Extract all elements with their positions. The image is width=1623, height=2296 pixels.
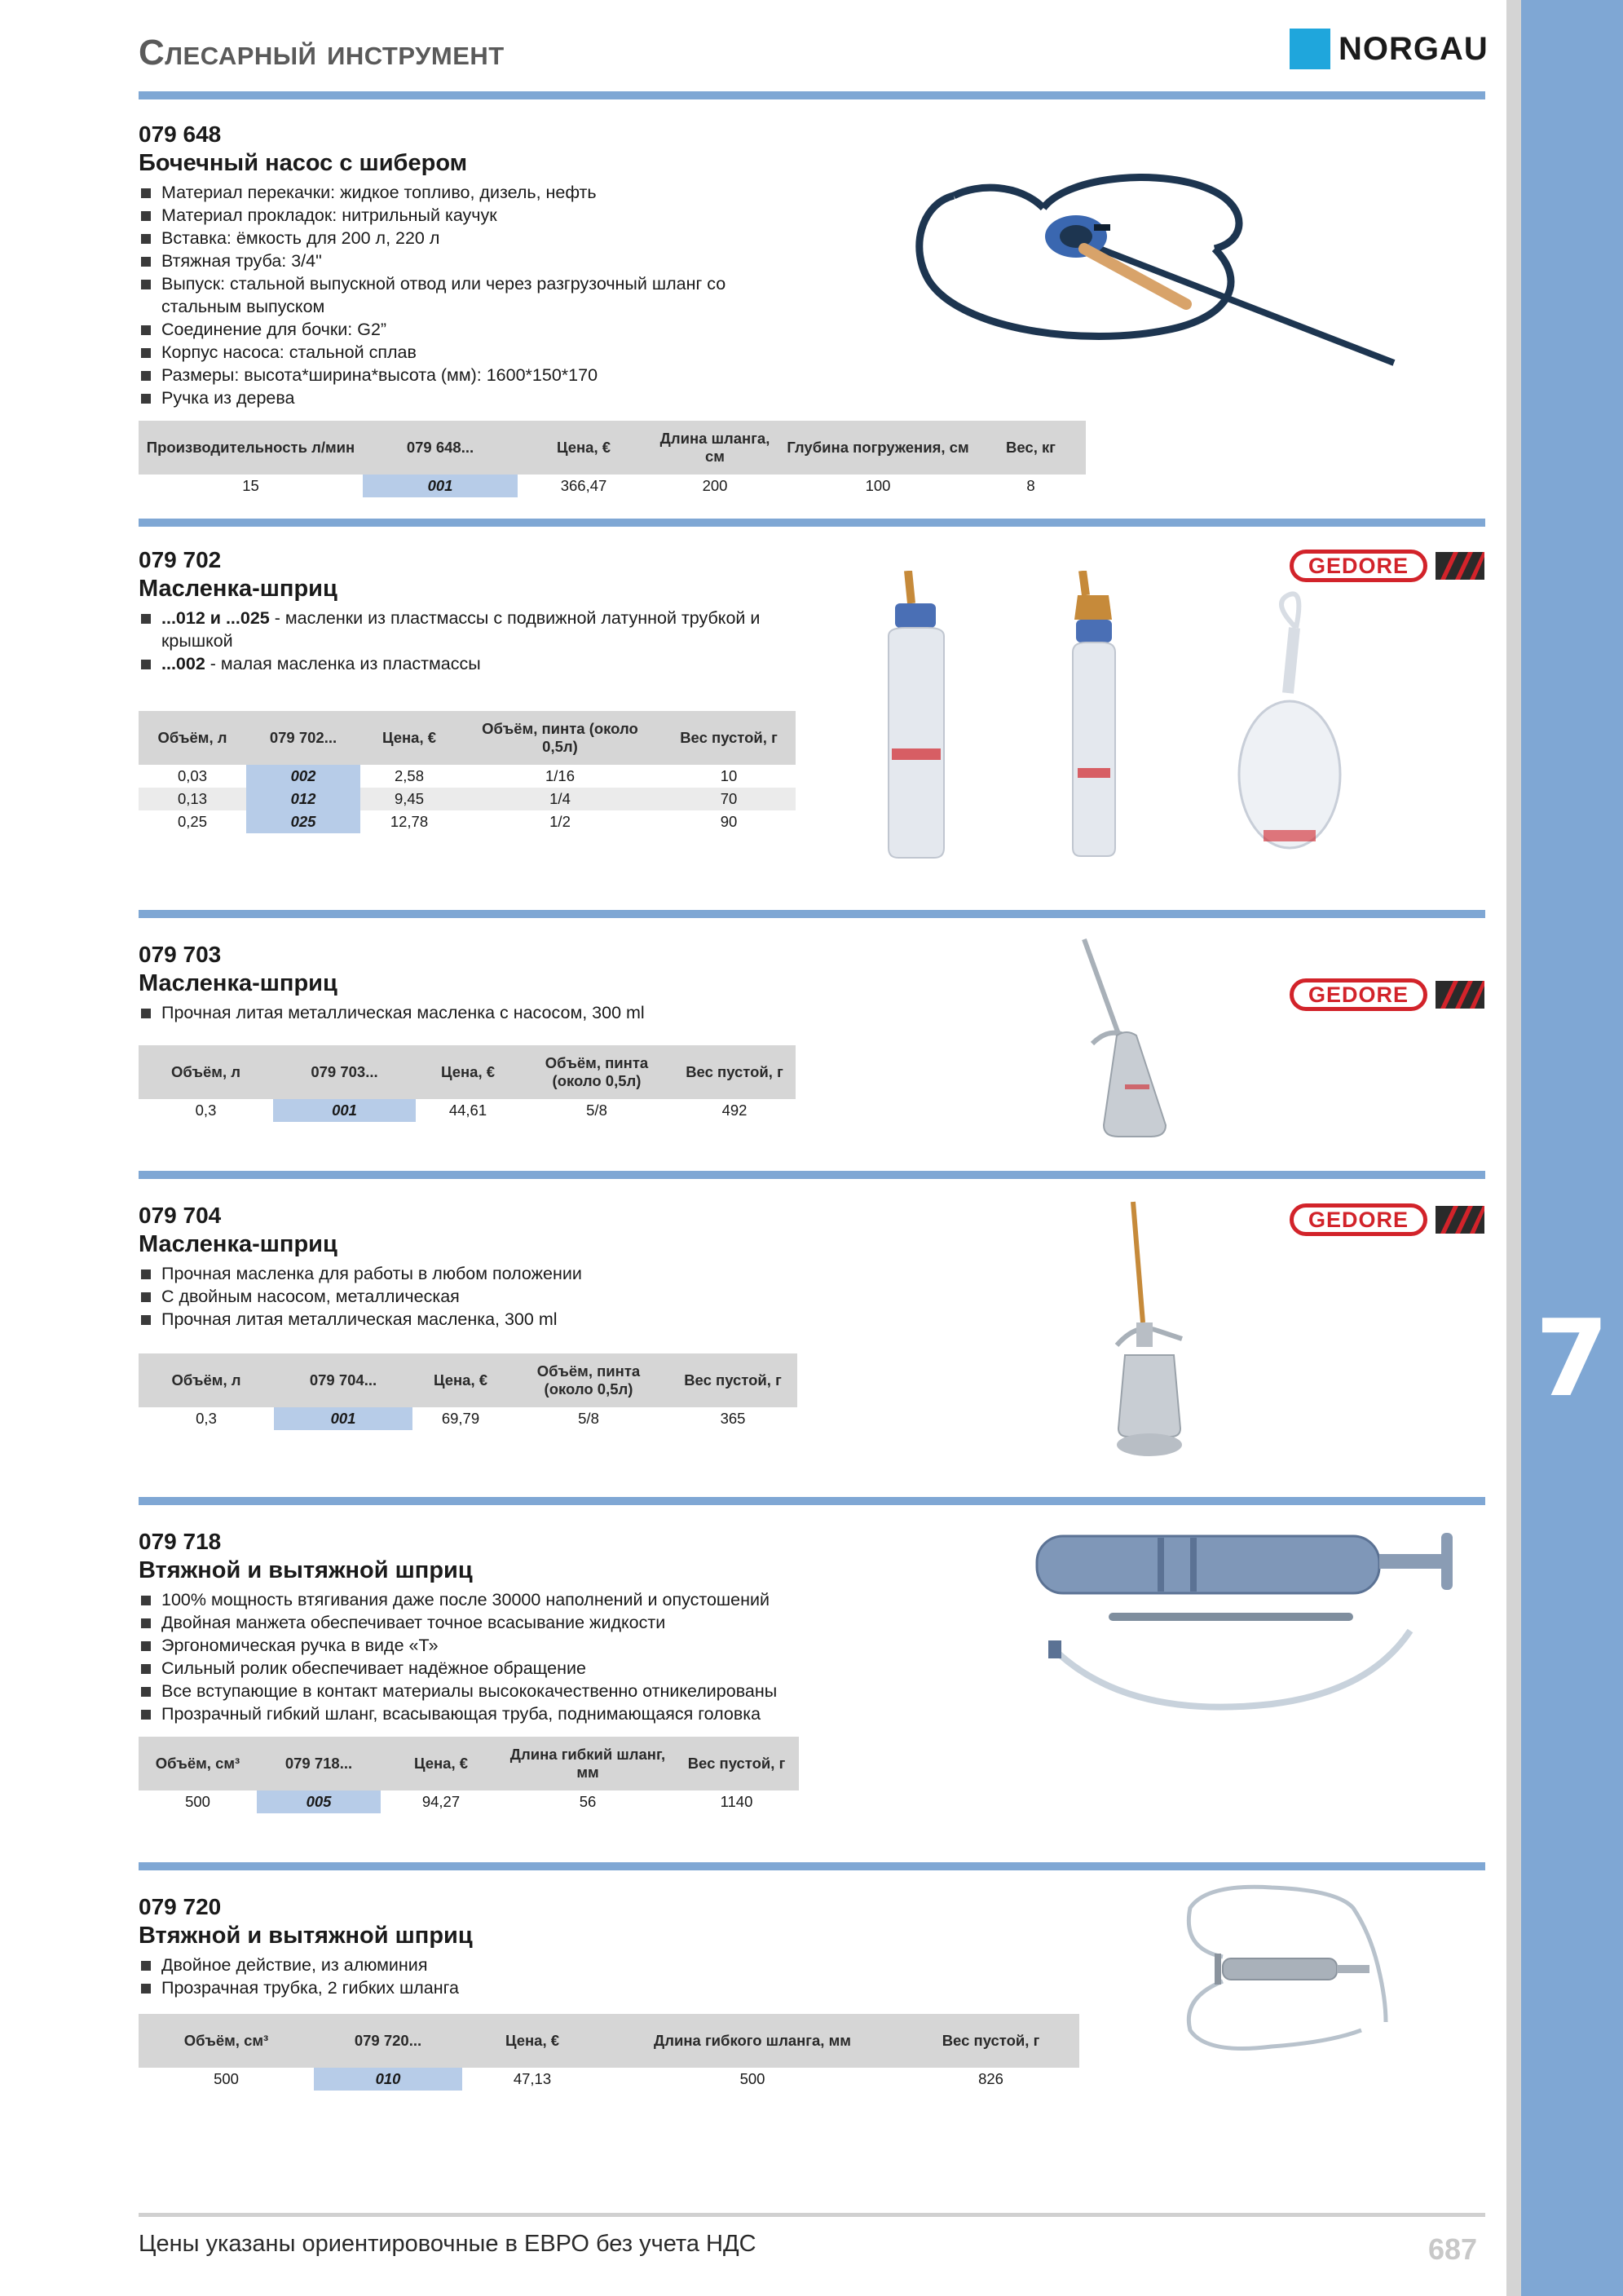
price-cell: 47,13 (513, 2070, 552, 2087)
article-code-cell[interactable]: 025 (246, 810, 360, 833)
section-rule (139, 1862, 1485, 1870)
col-header: Вес пустой, г (673, 1045, 796, 1099)
table-header-row (139, 1353, 797, 1407)
feature-item (139, 652, 791, 675)
table-cell: 826 (978, 2070, 1003, 2087)
product-code: 079 702 (139, 547, 222, 572)
col-header: Объём, л (139, 711, 246, 765)
product-name: Втяжной и вытяжной шприц (139, 1923, 473, 1949)
section-rule (139, 910, 1485, 918)
gedore-logo-text: GEDORE (1290, 978, 1427, 1011)
feature-item-bold: ...002 (161, 654, 205, 673)
feature-item: Эргономическая ручка в виде «Т» (139, 1634, 840, 1657)
table-cell: 0,13 (139, 788, 246, 810)
table-cell: 15 (242, 477, 259, 494)
col-header: Объём, см³ (139, 1737, 257, 1790)
brand-name: NORGAU (1339, 30, 1488, 67)
col-header: 079 720... (314, 2014, 462, 2068)
table-cell: 500 (739, 2070, 765, 2087)
table-row (139, 1790, 799, 1813)
price-cell: 9,45 (360, 788, 458, 810)
article-code-cell[interactable]: 001 (363, 475, 518, 497)
col-header: Глубина погружения, см (780, 421, 976, 475)
feature-item: Прочная масленка для работы в любом положении (139, 1262, 791, 1285)
footer-note: Цены указаны ориентировочные в ЕВРО без учета НДС (139, 2231, 756, 2257)
table-cell: 0,3 (196, 1410, 217, 1427)
product-section-079702 (139, 546, 807, 675)
col-header: 079 704... (274, 1353, 412, 1407)
syringe-720-image (1174, 1875, 1418, 2063)
feature-item (139, 607, 791, 652)
table-cell: 492 (721, 1102, 748, 1119)
table-cell: 90 (720, 813, 738, 830)
feature-item: Выпуск: стальной выпускной отвод или через разгрузочный шланг со стальным выпуском (139, 272, 791, 318)
product-section-079703 (139, 941, 791, 1024)
product-code: 079 703 (139, 942, 222, 967)
table-row (139, 475, 1086, 497)
feature-item-text: - масленки из пластмассы с подвижной латунной трубкой и крышкой (161, 608, 761, 651)
price-cell: 94,27 (421, 1793, 461, 1810)
table-cell: 5/8 (578, 1410, 599, 1427)
chapter-number: 7 (1535, 1296, 1609, 1420)
col-header: Объём, пинта (около 0,5л) (509, 1353, 668, 1407)
col-header: Цена, € (381, 1737, 501, 1790)
price-cell: 69,79 (441, 1410, 480, 1427)
article-code-cell[interactable]: 005 (257, 1790, 381, 1813)
col-header: Вес, кг (976, 421, 1086, 475)
section-rule (139, 519, 1485, 527)
feature-list (139, 181, 791, 409)
table-row (139, 2068, 1079, 2091)
spec-table-079718 (139, 1737, 799, 1813)
section-rule (139, 1171, 1485, 1179)
gedore-logo-text: GEDORE (1290, 550, 1427, 582)
col-header: Производительность л/мин (139, 421, 363, 475)
col-header: Объём, л (139, 1353, 274, 1407)
table-header-row (139, 2014, 1079, 2068)
col-header: Длина гибкого шланга, мм (602, 2014, 902, 2068)
col-header: Цена, € (412, 1353, 509, 1407)
table-row (139, 765, 796, 788)
table-cell: 0,03 (177, 767, 207, 784)
spec-table-079720 (139, 2014, 1079, 2091)
table-cell: 0,3 (195, 1102, 217, 1119)
header-rule (139, 91, 1485, 99)
article-code-cell[interactable]: 001 (273, 1099, 416, 1122)
gedore-logo (1290, 978, 1484, 1011)
feature-item: Материал прокладок: нитрильный каучук (139, 204, 791, 227)
feature-item: С двойным насосом, металлическая (139, 1285, 791, 1308)
spec-table-079703 (139, 1045, 796, 1122)
metal-oiler-703-image (1076, 938, 1190, 1141)
feature-item: Вставка: ёмкость для 200 л, 220 л (139, 227, 791, 249)
col-header: Цена, € (416, 1045, 520, 1099)
feature-item-bold: ...012 и ...025 (161, 608, 270, 628)
feature-item: Сильный ролик обеспечивает надёжное обращение (139, 1657, 840, 1680)
col-header: Объём, см³ (139, 2014, 314, 2068)
product-code: 079 648 (139, 121, 222, 147)
product-section-079720 (139, 1893, 791, 1999)
price-cell: 366,47 (560, 477, 607, 494)
feature-item-text: - малая масленка из пластмассы (205, 654, 481, 673)
price-cell: 12,78 (390, 813, 429, 830)
table-cell: 1/4 (458, 788, 662, 810)
table-cell: 500 (214, 2070, 239, 2087)
table-header-row (139, 1737, 799, 1790)
page-number: 687 (1428, 2232, 1478, 2266)
article-code-cell[interactable]: 001 (274, 1407, 412, 1430)
feature-item: Корпус насоса: стальной сплав (139, 341, 791, 364)
col-header: 079 648... (363, 421, 518, 475)
table-row (139, 788, 796, 810)
col-header: Вес пустой, г (662, 711, 796, 765)
feature-item: 100% мощность втягивания даже после 30000 наполнений и опустошений (139, 1588, 840, 1611)
price-cell: 2,58 (394, 767, 424, 784)
gedore-stripes-icon (1434, 981, 1484, 1009)
feature-item: Втяжная труба: 3/4" (139, 249, 791, 272)
table-cell: 56 (579, 1793, 597, 1810)
table-cell: 0,25 (177, 813, 207, 830)
product-name: Масленка-шприц (139, 970, 337, 996)
col-header: Вес пустой, г (674, 1737, 799, 1790)
spec-table-079702 (139, 711, 796, 833)
feature-item: Соединение для бочки: G2” (139, 318, 791, 341)
col-header: 079 718... (257, 1737, 381, 1790)
col-header: Объём, пинта (около 0,5л) (520, 1045, 673, 1099)
feature-list (139, 1001, 791, 1024)
feature-item: Прочная литая металлическая масленка, 300 ml (139, 1308, 791, 1331)
article-code-cell[interactable]: 002 (246, 765, 360, 788)
article-code-cell[interactable]: 010 (314, 2068, 462, 2091)
col-header: Вес пустой, г (668, 1353, 797, 1407)
feature-item: Прозрачный гибкий шланг, всасывающая труба, поднимающаяся головка (139, 1702, 840, 1725)
col-header: Цена, € (518, 421, 650, 475)
table-cell: 1140 (720, 1793, 753, 1810)
feature-item: Прочная литая металлическая масленка с насосом, 300 ml (139, 1001, 791, 1024)
col-header: 079 702... (246, 711, 360, 765)
feature-list (139, 1262, 791, 1331)
table-cell: 365 (720, 1410, 746, 1427)
feature-list (139, 1954, 791, 1999)
syringe-718-image (1027, 1525, 1488, 1737)
article-code-cell[interactable]: 012 (246, 788, 360, 810)
feature-item: Размеры: высота*ширина*высота (мм): 1600*150*170 (139, 364, 791, 386)
table-row (139, 1407, 797, 1430)
col-header: Объём, пинта (около 0,5л) (458, 711, 662, 765)
plastic-oiler-image (864, 571, 1386, 864)
feature-item: Двойное действие, из алюминия (139, 1954, 791, 1976)
col-header: Длина шланга, см (650, 421, 780, 475)
feature-item: Двойная манжета обеспечивает точное всасывание жидкости (139, 1611, 840, 1634)
product-name: Масленка-шприц (139, 1231, 337, 1257)
table-header-row (139, 711, 796, 765)
table-header-row (139, 1045, 796, 1099)
table-cell: 1/16 (545, 767, 575, 784)
metal-oiler-704-image (1100, 1200, 1206, 1459)
feature-item: Ручка из дерева (139, 386, 791, 409)
table-header-row (139, 421, 1086, 475)
table-cell: 5/8 (586, 1102, 607, 1119)
table-cell: 500 (185, 1793, 210, 1810)
table-cell: 70 (662, 788, 796, 810)
product-section-079704 (139, 1202, 791, 1331)
gedore-stripes-icon (1434, 1206, 1484, 1234)
table-cell: 1/2 (549, 813, 571, 830)
feature-list (139, 1588, 840, 1725)
brand-logo-square (1290, 29, 1330, 69)
product-name: Втяжной и вытяжной шприц (139, 1557, 473, 1583)
table-cell: 8 (1026, 477, 1035, 494)
col-header: 079 703... (273, 1045, 416, 1099)
feature-item: Прозрачная трубка, 2 гибких шланга (139, 1976, 791, 1999)
col-header: Объём, л (139, 1045, 273, 1099)
product-section-079648 (139, 121, 791, 409)
feature-item: Все вступающие в контакт материалы высококачественно отникелированы (139, 1680, 840, 1702)
table-cell: 200 (702, 477, 728, 494)
product-name: Масленка-шприц (139, 576, 337, 602)
feature-list (139, 607, 791, 675)
footer-rule (139, 2213, 1485, 2217)
product-code: 079 704 (139, 1203, 222, 1228)
price-cell: 44,61 (448, 1102, 487, 1119)
col-header: Цена, € (462, 2014, 602, 2068)
feature-item: Материал перекачки: жидкое топливо, дизель, нефть (139, 181, 791, 204)
gedore-logo-text: GEDORE (1290, 1203, 1427, 1236)
gedore-logo (1290, 1203, 1484, 1236)
section-rule (139, 1497, 1485, 1505)
brand-logo (1290, 29, 1488, 69)
table-cell: 100 (865, 477, 891, 494)
product-name: Бочечный насос с шибером (139, 150, 468, 176)
table-row (139, 810, 796, 833)
spec-table-079704 (139, 1353, 797, 1430)
table-cell: 10 (720, 767, 738, 784)
product-code: 079 718 (139, 1529, 222, 1554)
table-row (139, 1099, 796, 1122)
side-gray-stripe (1506, 0, 1521, 2296)
gedore-stripes-icon (1434, 552, 1484, 580)
spec-table-079648 (139, 421, 1086, 497)
col-header: Цена, € (360, 711, 458, 765)
col-header: Вес пустой, г (902, 2014, 1079, 2068)
chapter-tab (1521, 0, 1623, 2296)
barrel-pump-image (905, 159, 1410, 375)
product-code: 079 720 (139, 1894, 222, 1919)
page-title: Слесарный инструмент (139, 33, 505, 73)
col-header: Длина гибкий шланг, мм (501, 1737, 674, 1790)
product-section-079718 (139, 1528, 840, 1725)
